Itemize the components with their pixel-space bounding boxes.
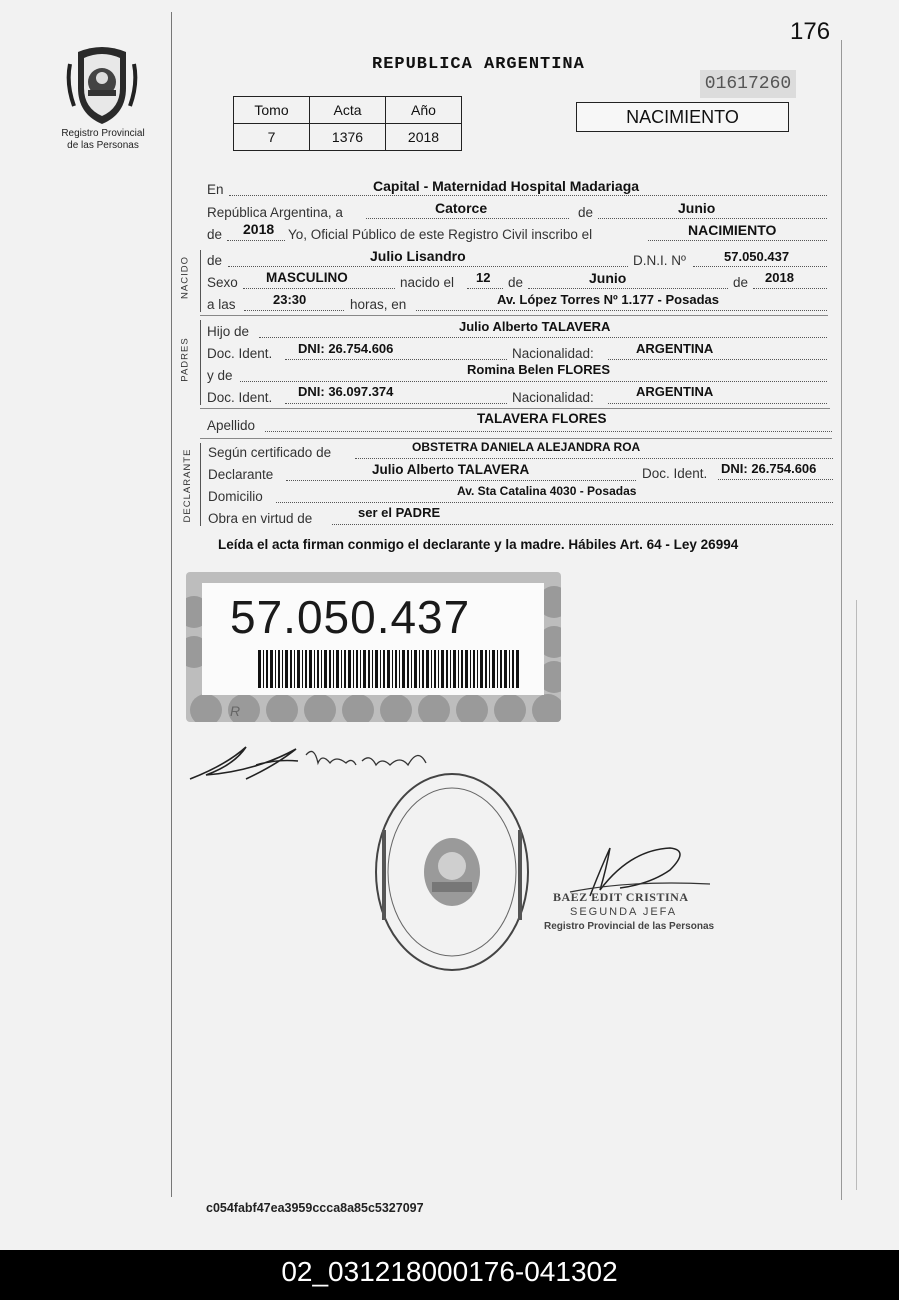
official-stamp	[372, 770, 532, 975]
official-organization: Registro Provincial de las Personas	[544, 921, 715, 932]
serial-number: 01617260	[700, 70, 796, 98]
mother-nationality-value: ARGENTINA	[636, 384, 714, 399]
label-domicilio: Domicilio	[208, 489, 263, 504]
section-divider	[200, 408, 830, 409]
child-name-value: Julio Lisandro	[370, 248, 466, 264]
dotted-line	[276, 502, 833, 503]
dotted-line	[243, 288, 395, 289]
day-word-value: Catorce	[435, 200, 488, 216]
sex-value: MASCULINO	[266, 270, 348, 285]
label-hijo-de: Hijo de	[207, 324, 250, 339]
dotted-line	[355, 458, 833, 459]
section-label-declarante: DECLARANTE	[182, 448, 193, 523]
dotted-line	[648, 240, 827, 241]
barcode	[258, 650, 520, 688]
value-acta: 1376	[310, 124, 386, 151]
sticker-dni-number: 57.050.437	[230, 591, 471, 643]
label-obra: Obra en virtud de	[208, 511, 313, 526]
dotted-line	[608, 359, 827, 360]
value-anio: 2018	[386, 124, 462, 151]
dotted-line	[286, 480, 636, 481]
section-bracket-nacido	[200, 250, 201, 312]
label-de-person: de	[207, 253, 223, 268]
mother-doc-value: DNI: 36.097.374	[298, 384, 394, 399]
label-dni-no: D.N.I. Nº	[633, 253, 686, 268]
registry-table-header	[234, 97, 462, 124]
place-value: Capital - Maternidad Hospital Madariaga	[373, 178, 640, 194]
dotted-line	[528, 288, 728, 289]
dotted-line	[467, 288, 503, 289]
record-value: NACIMIENTO	[688, 222, 777, 238]
dotted-line	[366, 218, 569, 219]
dotted-line	[227, 240, 285, 241]
dotted-line	[228, 266, 628, 267]
section-label-nacido: NACIDO	[179, 256, 191, 299]
certificate-value: OBSTETRA DANIELA ALEJANDRA ROA	[412, 440, 641, 454]
dotted-line	[598, 218, 827, 219]
footer-code: 02_031218000176-041302	[0, 1250, 899, 1300]
child-dni-value: 57.050.437	[724, 249, 790, 264]
label-apellido: Apellido	[207, 418, 256, 433]
label-de-mid: de	[578, 205, 594, 220]
label-nacionalidad-father: Nacionalidad:	[512, 346, 594, 361]
section-bracket-declarante	[200, 443, 201, 526]
dotted-line	[718, 479, 833, 480]
label-de-b: de	[733, 275, 749, 290]
label-de-a: de	[508, 275, 524, 290]
label-sexo: Sexo	[207, 275, 238, 290]
section-label-padres: PADRES	[179, 337, 191, 382]
father-nationality-value: ARGENTINA	[636, 341, 714, 356]
dotted-line	[332, 524, 833, 525]
document-heading: REPUBLICA ARGENTINA	[372, 55, 585, 74]
dotted-line	[416, 310, 827, 311]
label-yo: Yo, Oficial Público de este Registro Civil inscribo el	[288, 227, 593, 242]
label-doc-ident-mother: Doc. Ident.	[207, 390, 273, 405]
section-divider	[200, 438, 832, 439]
official-name: BAEZ EDIT CRISTINA	[553, 890, 689, 904]
dotted-line	[229, 195, 827, 196]
registry-name-line1: Registro Provincial	[61, 128, 145, 139]
declarant-address-value: Av. Sta Catalina 4030 - Posadas	[457, 484, 637, 498]
label-republica: República Argentina, a	[207, 205, 343, 220]
section-bracket-padres	[200, 320, 201, 405]
label-a-las: a las	[207, 297, 236, 312]
right-edge-line	[856, 600, 857, 1190]
page-number: 176	[790, 18, 831, 45]
surname-value: TALAVERA FLORES	[477, 411, 607, 426]
left-margin-line	[171, 12, 172, 1197]
record-type-box: NACIMIENTO	[576, 102, 789, 132]
declarant-doc-value: DNI: 26.754.606	[721, 461, 817, 476]
provincial-seal-logo	[64, 44, 140, 126]
dotted-line	[285, 403, 507, 404]
closing-statement: Leída el acta firman conmigo el declarante y la madre. Hábiles Art. 64 - Ley 26994	[218, 537, 739, 552]
birth-month-value: Junio	[589, 270, 627, 286]
right-margin-line	[841, 40, 842, 1200]
birth-year-value: 2018	[765, 270, 794, 285]
capacity-value: ser el PADRE	[358, 505, 441, 520]
label-nacionalidad-mother: Nacionalidad:	[512, 390, 594, 405]
dotted-line	[753, 288, 827, 289]
label-nacido: nacido el	[400, 275, 455, 290]
dotted-line	[240, 381, 827, 382]
father-name-value: Julio Alberto TALAVERA	[459, 319, 611, 334]
label-doc-ident-father: Doc. Ident.	[207, 346, 273, 361]
header-tomo: Tomo	[234, 97, 310, 124]
label-de-start: de	[207, 227, 223, 242]
value-tomo: 7	[234, 124, 310, 151]
label-declarante: Declarante	[208, 467, 274, 482]
header-acta: Acta	[310, 97, 386, 124]
dotted-line	[608, 403, 827, 404]
month-value: Junio	[678, 200, 716, 216]
label-horas-en: horas, en	[350, 297, 407, 312]
dotted-line	[265, 431, 832, 432]
official-title: SEGUNDA JEFA	[570, 906, 678, 918]
section-divider	[200, 315, 828, 316]
birth-day-value: 12	[476, 270, 491, 285]
label-en: En	[207, 182, 224, 197]
dotted-line	[244, 310, 344, 311]
birth-time-value: 23:30	[273, 292, 307, 307]
father-doc-value: DNI: 26.754.606	[298, 341, 394, 356]
dotted-line	[259, 337, 827, 338]
year-value: 2018	[243, 221, 275, 237]
registry-table-values	[234, 124, 462, 151]
registry-table	[233, 96, 462, 151]
birth-address-value: Av. López Torres Nº 1.177 - Posadas	[497, 292, 719, 307]
label-segun: Según certificado de	[208, 445, 332, 460]
sticker-pattern-letter: R	[230, 703, 241, 719]
registry-name	[40, 128, 166, 152]
label-y-de: y de	[207, 368, 233, 383]
registry-name-line2: de las Personas	[67, 140, 139, 151]
label-doc-ident-declarant: Doc. Ident.	[642, 466, 708, 481]
document-hash: c054fabf47ea3959ccca8a85c5327097	[206, 1201, 424, 1215]
mother-name-value: Romina Belen FLORES	[467, 362, 611, 377]
declarant-name-value: Julio Alberto TALAVERA	[372, 462, 530, 477]
dotted-line	[693, 266, 827, 267]
dotted-line	[285, 359, 507, 360]
header-anio: Año	[386, 97, 462, 124]
